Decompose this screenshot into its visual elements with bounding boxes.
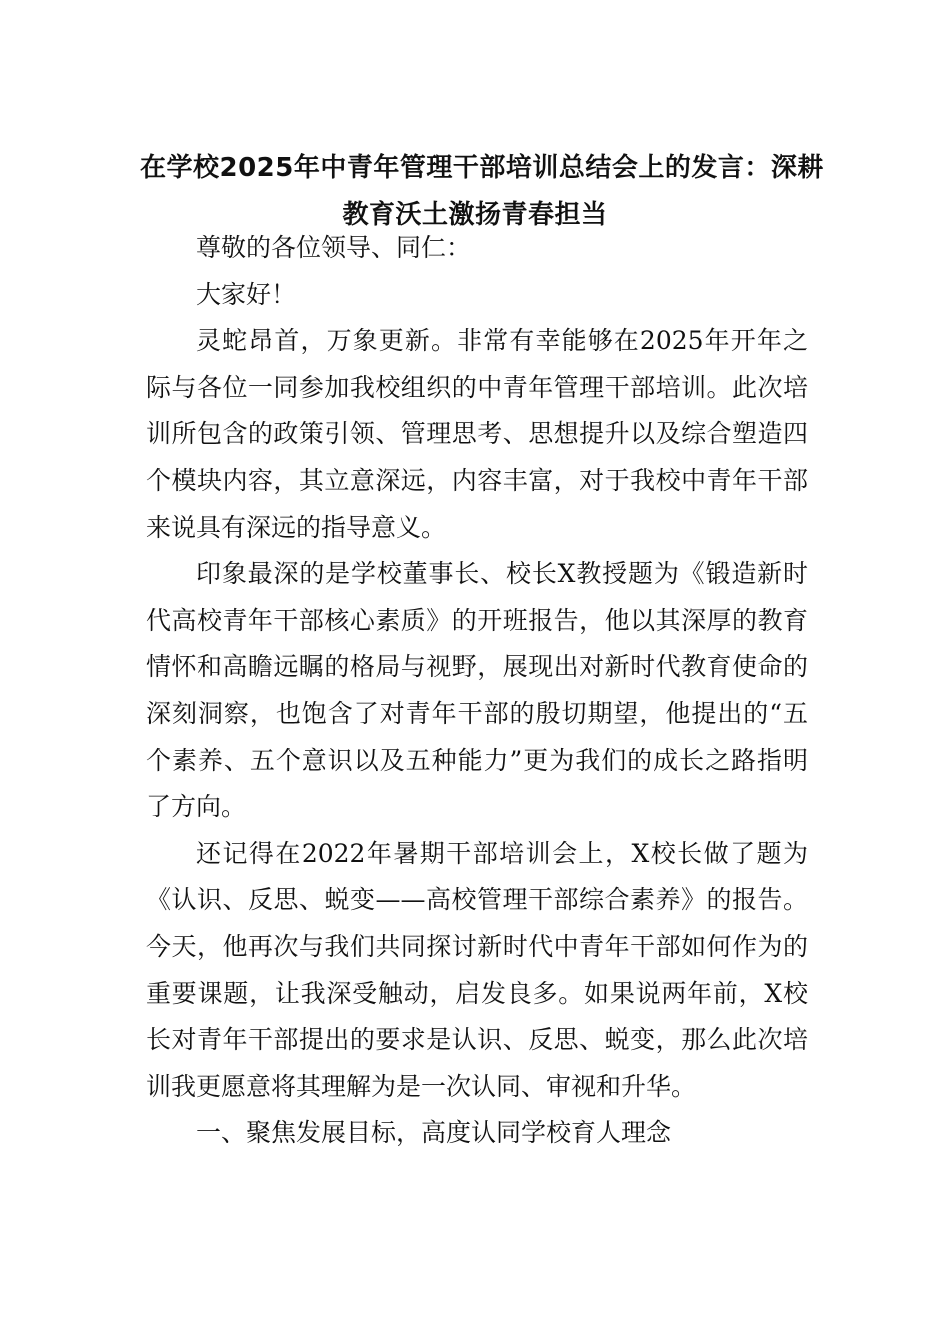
greeting: 大家好！ (196, 279, 297, 309)
body-paragraph: 灵蛇昂首，万象更新。非常有幸能够在2025年开年之际与各位一同参加我校组织的中青年管理干部培训。此次培训所包含的政策引领、管理思考、思想提升以及综合塑造四个模块内容，其立意深远，内容丰富，对于我校中青年干部来说具有深远的指导意义。 (146, 326, 808, 542)
body-paragraph: 印象最深的是学校董事长、校长X教授题为《锻造新时代高校青年干部核心素质》的开班报告，他以其深厚的教育情怀和高瞻远瞩的格局与视野，展现出对新时代教育使命的深刻洞察，也饱含了对青年干部的殷切期望，他提出的“五个素养、五个意识以及五种能力”更为我们的成长之路指明了方向。 (146, 559, 808, 822)
document-body (146, 225, 808, 1157)
title-line-2: 教育沃土激扬青春担当 (342, 200, 608, 231)
body-paragraph: 还记得在2022年暑期干部培训会上，X校长做了题为《认识、反思、蜕变——高校管理干部综合素养》的报告。今天，他再次与我们共同探讨新时代中青年干部如何作为的重要课题，让我深受触动，启发良多。如果说两年前，X校长对青年干部提出的要求是认识、反思、蜕变，那么此次培训我更愿意将其理解为是一次认同、审视和升华。 (146, 838, 808, 1101)
section-heading: 一、聚焦发展目标，高度认同学校育人理念 (196, 1118, 672, 1148)
salutation: 尊敬的各位领导、同仁： (196, 233, 472, 262)
title-line-1: 在学校2025年中青年管理干部培训总结会上的发言：深耕 (140, 153, 824, 184)
